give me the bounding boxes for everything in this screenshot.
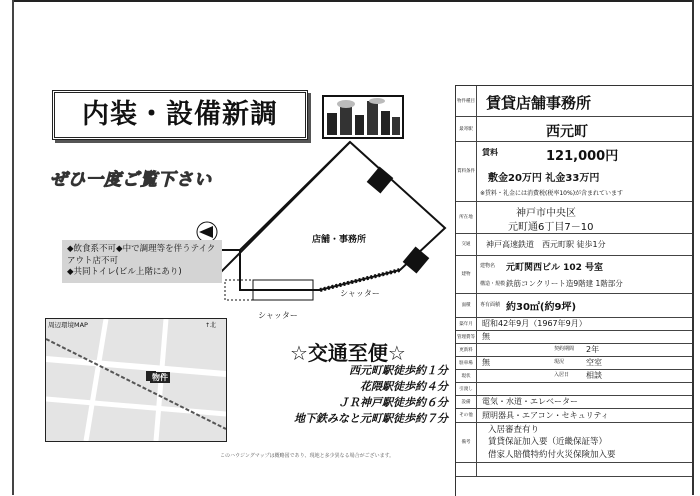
- row-label: 建物: [456, 255, 477, 293]
- table-row: [456, 408, 692, 423]
- remark-item: 賃貸保証加入要（近畿保証等）: [488, 437, 608, 447]
- map-streets: [46, 319, 226, 441]
- page-border-top: [12, 0, 692, 2]
- shutter-label-left: シャッター: [258, 311, 298, 320]
- page-border-left: [12, 0, 14, 495]
- map-target-label: 物件: [152, 373, 168, 382]
- access-title: ☆交通至便☆: [290, 341, 406, 365]
- other-equipment: 照明器具・エアコン・セキュリティ: [482, 411, 609, 420]
- row-label: 物件種目: [456, 86, 477, 116]
- status-label: 現況: [554, 359, 565, 365]
- building-name-label: 建物名: [480, 263, 496, 269]
- note-item: ◆飲食系不可◆中で調理等を伴うテイクアウト店不可: [67, 244, 216, 266]
- map-footnote: このハウジングマップは概略図であり、現地と多少異なる場合がございます。: [220, 453, 395, 459]
- area-label: 専有面積: [480, 302, 501, 308]
- transit-info: 神戸高速鉄道 西元町駅 徒歩1分: [486, 240, 606, 249]
- move-in-label: 入居日: [554, 372, 570, 378]
- building-name: 元町関西ビル 102 号室: [506, 263, 604, 273]
- table-row: [456, 317, 692, 331]
- row-label: 引渡し: [456, 382, 477, 395]
- row-label: 備考: [456, 422, 477, 462]
- row-label: 駐車場: [456, 356, 477, 369]
- property-table: [455, 85, 692, 496]
- table-row: [456, 255, 692, 294]
- note-item: ◆共同トイレ(ビル上階にあり): [67, 267, 182, 277]
- area-value: 約30㎡(約9坪): [506, 302, 577, 313]
- table-row: [456, 382, 692, 396]
- headline: 内装・設備新調: [52, 90, 308, 140]
- sub-headline: ぜひ一度ご覧下さい: [50, 170, 212, 190]
- structure-label: 構造・規模: [480, 281, 506, 287]
- table-row: [456, 86, 692, 117]
- table-row: [456, 233, 692, 256]
- access-line: 花隈駅徒歩約４分: [360, 380, 448, 393]
- notes-box: [62, 240, 222, 283]
- contract-period-label: 契約期間: [554, 346, 575, 352]
- row-label: 交通: [456, 233, 477, 255]
- table-row: [456, 201, 692, 234]
- table-row: [456, 343, 692, 357]
- table-row: [456, 141, 692, 202]
- access-line: 地下鉄みなと元町駅徒歩約７分: [294, 412, 448, 425]
- table-row: [456, 369, 692, 383]
- row-label: 設備: [456, 395, 477, 408]
- row-label: 面積: [456, 293, 477, 317]
- row-label: その他: [456, 408, 477, 422]
- remark-item: 入居審査有り: [488, 425, 540, 435]
- row-label: 現状: [456, 369, 477, 382]
- floor-plan: [195, 140, 455, 315]
- row-label: 築年月: [456, 317, 477, 330]
- row-label: 管理費等: [456, 330, 477, 343]
- contract-period: 2年: [586, 345, 600, 354]
- access-line: 西元町駅徒歩約１分: [349, 364, 448, 377]
- tax-note: ※賃料・礼金には消費税(税率10%)が含まれています: [480, 190, 624, 197]
- address-street: 元町通6丁目7－10: [508, 222, 594, 233]
- structure: 鉄筋コンクリート造9階建 1階部分: [506, 279, 623, 288]
- table-row: [456, 356, 692, 370]
- table-row: [456, 462, 692, 477]
- row-label: 所在地: [456, 201, 477, 233]
- deposit-key-money: 敷金20万円 礼金33万円: [488, 173, 600, 184]
- nearest-station: 西元町: [546, 124, 588, 140]
- property-type: 賃貸店舗事務所: [486, 94, 592, 112]
- table-row: [456, 116, 692, 142]
- parking: 無: [482, 358, 490, 367]
- table-row: [456, 293, 692, 318]
- built-date: 昭和42年9月（1967年9月）: [482, 319, 587, 328]
- table-row: [456, 422, 692, 463]
- row-label: 賃料条件: [456, 141, 477, 201]
- row-label: [456, 462, 477, 476]
- row-label: 最寄駅: [456, 116, 477, 141]
- row-label: 更新料: [456, 343, 477, 356]
- page-border-right: [692, 0, 694, 495]
- table-row: [456, 395, 692, 409]
- area-map: [45, 318, 227, 442]
- remark-item: 借家人賠償特約付火災保険加入要: [488, 450, 616, 460]
- rent-label: 賃料: [482, 148, 498, 157]
- table-row: [456, 330, 692, 344]
- utilities: 電気・水道・エレベーター: [482, 397, 578, 406]
- city-illustration: [322, 95, 404, 139]
- shutter-label-right: シャッター: [340, 289, 380, 298]
- move-in: 相談: [586, 371, 602, 380]
- floor-plan-label: 店舗・事務所: [312, 235, 367, 245]
- management-fee: 無: [482, 332, 490, 341]
- address-city: 神戸市中央区: [516, 208, 576, 219]
- access-line: ＪＲ神戸駅徒歩約６分: [338, 396, 448, 409]
- status: 空室: [586, 358, 602, 367]
- rent-value: 121,000円: [546, 149, 619, 164]
- north-indicator: ↑北: [205, 322, 217, 329]
- map-title: 周辺環境MAP: [48, 321, 88, 329]
